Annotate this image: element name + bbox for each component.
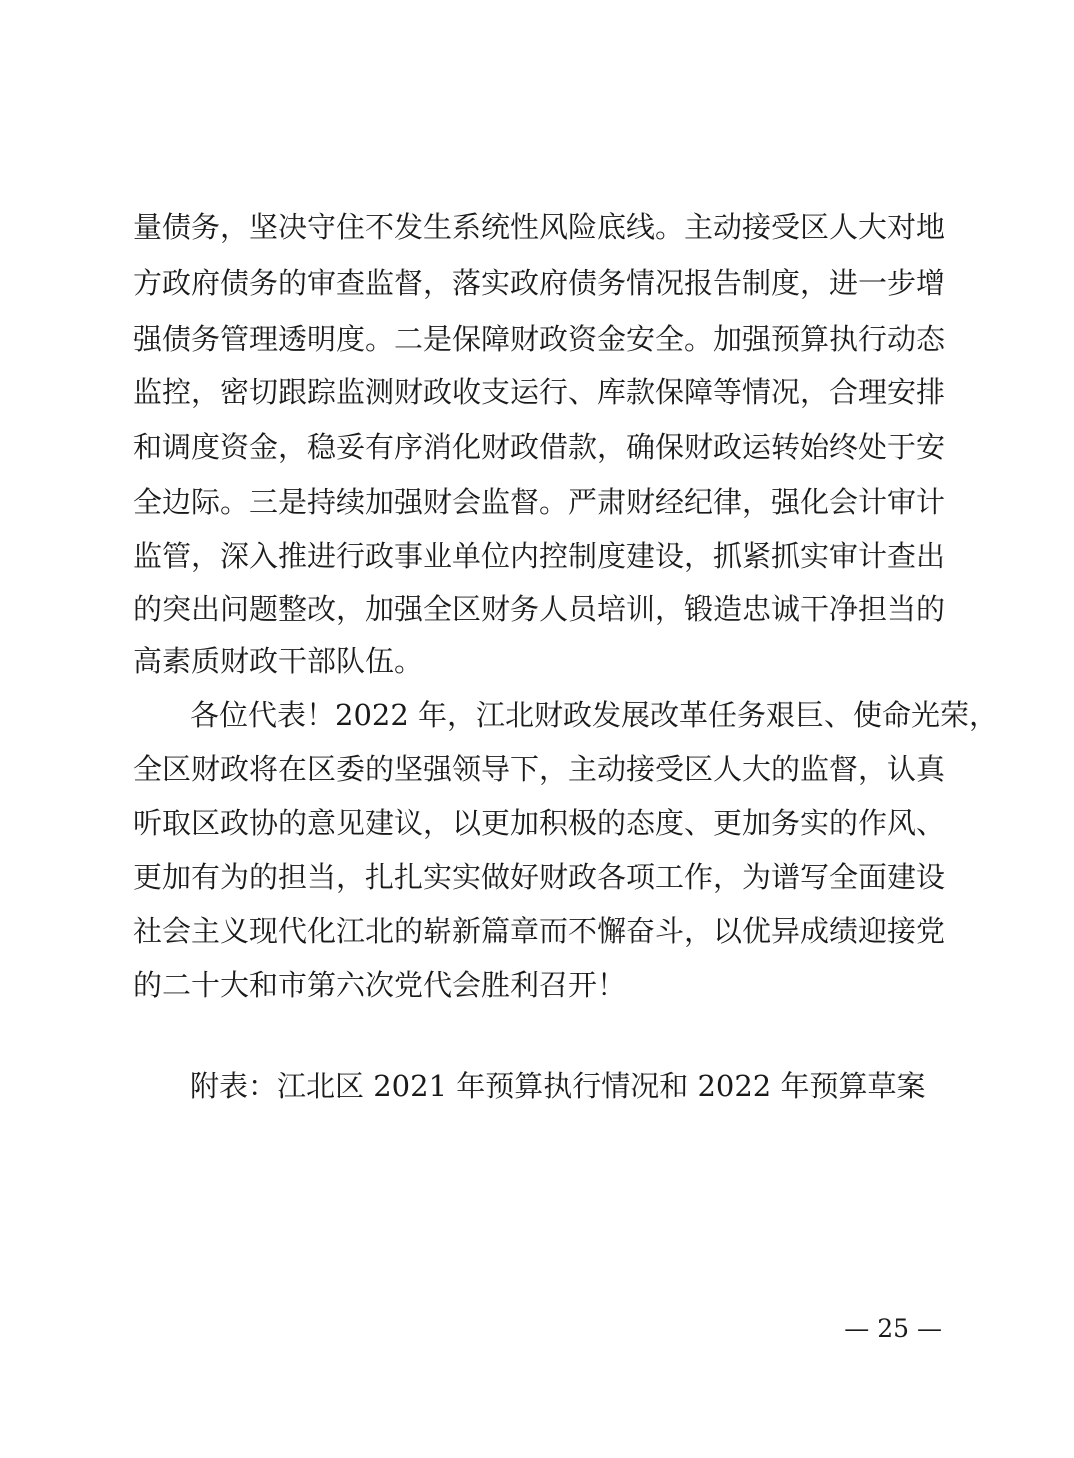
- paragraph-2-line-2: 全区财政将在区委的坚强领导下，主动接受区人大的监督，认真: [133, 752, 946, 786]
- paragraph-1-line-2: 方政府债务的审查监督，落实政府债务情况报告制度，进一步增: [133, 266, 946, 300]
- paragraph-1-line-4: 监控，密切跟踪监测财政收支运行、库款保障等情况，合理安排: [133, 375, 946, 409]
- page-number: — 25 —: [844, 1314, 942, 1343]
- paragraph-1-line-5: 和调度资金，稳妥有序消化财政借款，确保财政运转始终处于安: [133, 430, 946, 464]
- paragraph-2-line-1: 各位代表！2022 年，江北财政发展改革任务艰巨、使命光荣，: [190, 698, 999, 732]
- paragraph-2-line-3: 听取区政协的意见建议，以更加积极的态度、更加务实的作风、: [133, 806, 946, 840]
- paragraph-1-line-8: 的突出问题整改，加强全区财务人员培训，锻造忠诚干净担当的: [133, 592, 946, 626]
- attachment-note: 附表：江北区 2021 年预算执行情况和 2022 年预算草案: [190, 1069, 926, 1103]
- paragraph-1-line-1: 量债务，坚决守住不发生系统性风险底线。主动接受区人大对地: [133, 210, 946, 244]
- paragraph-1-line-9: 高素质财政干部队伍。: [133, 644, 424, 678]
- paragraph-2-line-4: 更加有为的担当，扎扎实实做好财政各项工作，为谱写全面建设: [133, 860, 946, 894]
- paragraph-1-line-7: 监管，深入推进行政事业单位内控制度建设，抓紧抓实审计查出: [133, 539, 946, 573]
- paragraph-2-line-6: 的二十大和市第六次党代会胜利召开！: [133, 968, 627, 1002]
- paragraph-1-line-6: 全边际。三是持续加强财会监督。严肃财经纪律，强化会计审计: [133, 485, 946, 519]
- paragraph-1-line-3: 强债务管理透明度。二是保障财政资金安全。加强预算执行动态: [133, 322, 946, 356]
- paragraph-2-line-5: 社会主义现代化江北的崭新篇章而不懈奋斗，以优异成绩迎接党: [133, 914, 946, 948]
